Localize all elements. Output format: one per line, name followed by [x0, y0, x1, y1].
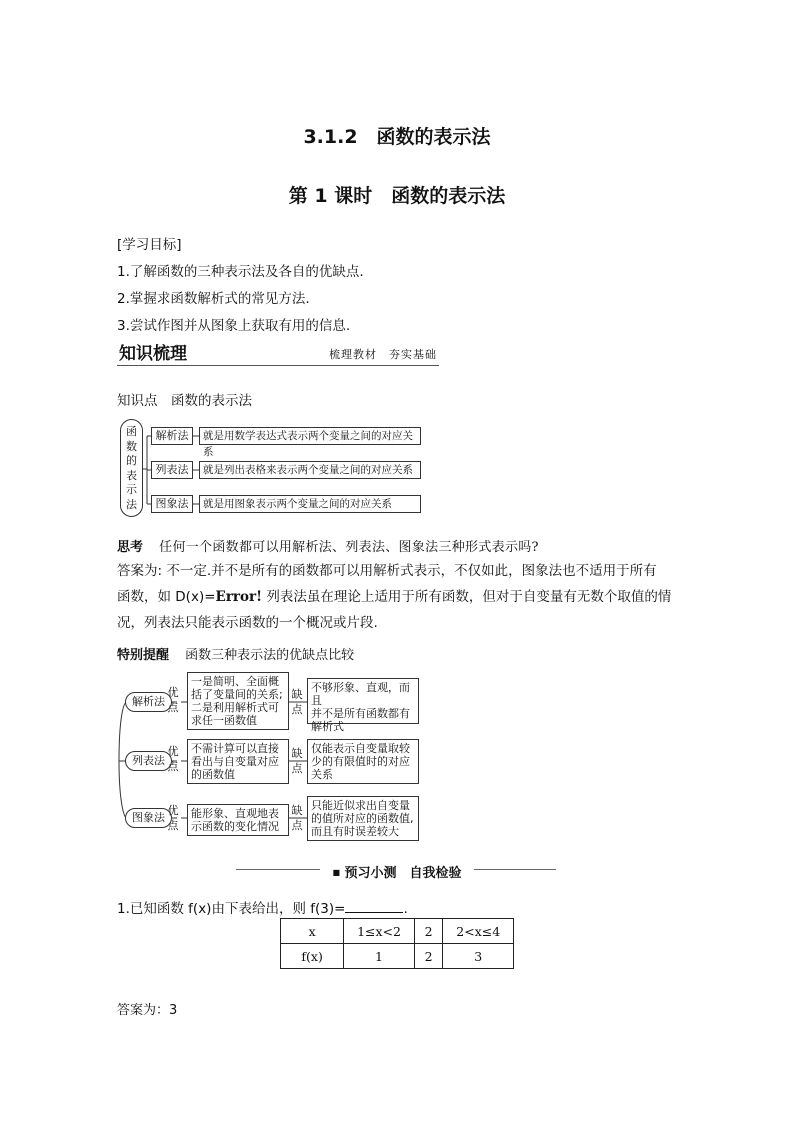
goal-item: 3.尝试作图并从图象上获取有用的信息. [117, 318, 351, 334]
table-cell: f(x) [281, 944, 344, 969]
table-cell: 2 [414, 944, 443, 969]
pro-label: 优点 [167, 804, 179, 832]
preview-header [320, 862, 474, 881]
root-char: 的 [126, 454, 137, 467]
representation-diagram [117, 418, 423, 520]
con-line: 的值所对应的函数值, [311, 812, 414, 825]
table-cell: 3 [443, 944, 514, 969]
pro-line: 不需计算可以直接 [191, 742, 279, 755]
lesson-title: 第 1 课时 函数的表示法 [288, 185, 506, 207]
con-line: 解析式 [311, 720, 344, 733]
think-question: 任何一个函数都可以用解析法、列表法、图象法三种形式表示吗? [159, 540, 539, 555]
answer-text: 函数，如 D(x)= [117, 589, 216, 605]
diagram1-root [120, 419, 143, 517]
square-bullet-icon: ■ [332, 868, 340, 877]
table-cell: 2<x≤4 [443, 919, 514, 944]
answer-line: 况，列表法只能表示函数的一个概况或片段. [117, 615, 378, 631]
con-line: 仅能表示自变量取较 [311, 742, 410, 755]
goal-item: 2.掌握求函数解析式的常见方法. [117, 291, 310, 307]
con-label: 缺点 [291, 804, 303, 832]
con-box [307, 678, 419, 733]
pro-line: 看出与自变量对应 [191, 755, 279, 768]
knowledge-point-title: 知识点 函数的表示法 [117, 393, 252, 409]
method-oval: 列表法 [125, 751, 172, 771]
pro-box [187, 672, 289, 730]
pro-line: 一是简明、全面概 [191, 675, 279, 688]
question-1 [117, 897, 408, 917]
think-label: 思考 [117, 540, 144, 555]
question-text: . [403, 901, 408, 917]
preview-header-text: 预习小测 自我检验 [344, 866, 462, 881]
table-cell: 1 [344, 944, 415, 969]
root-char: 表 [126, 468, 137, 482]
pro-line: 示函数的变化情况 [191, 820, 279, 833]
root-char: 数 [126, 439, 137, 453]
pro-box [187, 739, 289, 784]
con-box [307, 739, 419, 784]
root-char: 法 [126, 497, 137, 511]
pro-line: 的函数值 [191, 768, 235, 781]
branch-label: 列表法 [151, 461, 193, 479]
branch-desc: 就是用图象表示两个变量之间的对应关系 [199, 495, 421, 513]
comparison-diagram [117, 666, 427, 844]
con-box [307, 796, 419, 841]
table-row [281, 919, 514, 944]
think-block [117, 536, 539, 555]
tip-text: 函数三种表示法的优缺点比较 [185, 648, 355, 663]
pro-label: 优点 [167, 686, 179, 714]
con-line: 只能近似求出自变量 [311, 799, 410, 812]
question-text: 1.已知函数 f(x)由下表给出，则 f(3)= [117, 901, 346, 917]
answer-line [117, 584, 687, 610]
pro-label: 优点 [167, 745, 179, 773]
pro-line: 能形象、直观地表 [191, 807, 279, 820]
banner-title: 知识梳理 [119, 344, 187, 364]
pro-box [187, 804, 289, 836]
answer-blank [345, 900, 403, 913]
con-label: 缺点 [291, 747, 303, 775]
tip-block [117, 644, 354, 663]
knowledge-banner [117, 338, 439, 370]
function-table [280, 918, 514, 969]
section-title: 3.1.2 函数的表示法 [303, 126, 491, 148]
con-line: 关系 [311, 768, 333, 781]
branch-label: 解析法 [151, 427, 193, 445]
method-oval: 图象法 [125, 808, 172, 828]
answer-line: 答案为: 不一定.并不是所有的函数都可以用解析式表示，不仅如此，图象法也不适用于所有 [117, 563, 657, 579]
root-char: 示 [126, 483, 137, 496]
pro-line: 括了变量间的关系; [191, 688, 283, 701]
question-1-answer: 答案为：3 [117, 1003, 178, 1018]
branch-label: 图象法 [151, 495, 193, 513]
table-row [281, 944, 514, 969]
con-line: 而且有时误差较大 [311, 825, 399, 838]
con-line: 不够形象、直观，而且 [311, 681, 410, 707]
answer-error: Error! [215, 589, 263, 605]
tip-label: 特别提醒 [117, 648, 170, 663]
banner-rule [117, 365, 439, 366]
table-cell: 2 [414, 919, 443, 944]
con-label: 缺点 [291, 688, 303, 716]
root-char: 函 [126, 425, 137, 438]
table-cell: 1≤x<2 [344, 919, 415, 944]
branch-desc: 就是用数学表达式表示两个变量之间的对应关系 [199, 427, 421, 445]
pro-line: 求任一函数值 [191, 714, 257, 727]
banner-subtitle: 梳理教材 夯实基础 [329, 348, 437, 361]
think-answer [117, 558, 687, 636]
method-oval: 解析法 [125, 692, 172, 712]
table-cell: x [281, 919, 344, 944]
goal-item: 1.了解函数的三种表示法及各自的优缺点. [117, 264, 364, 280]
pro-line: 二是利用解析式可 [191, 701, 279, 714]
goals-header: [学习目标] [117, 237, 182, 253]
branch-desc: 就是列出表格来表示两个变量之间的对应关系 [199, 461, 421, 479]
answer-text: 列表法虽在理论上适用于所有函数，但对于自变量有无数个取值的情 [262, 589, 672, 605]
con-line: 并不是所有函数都有 [311, 707, 410, 720]
con-line: 少的有限值时的对应 [311, 755, 410, 768]
